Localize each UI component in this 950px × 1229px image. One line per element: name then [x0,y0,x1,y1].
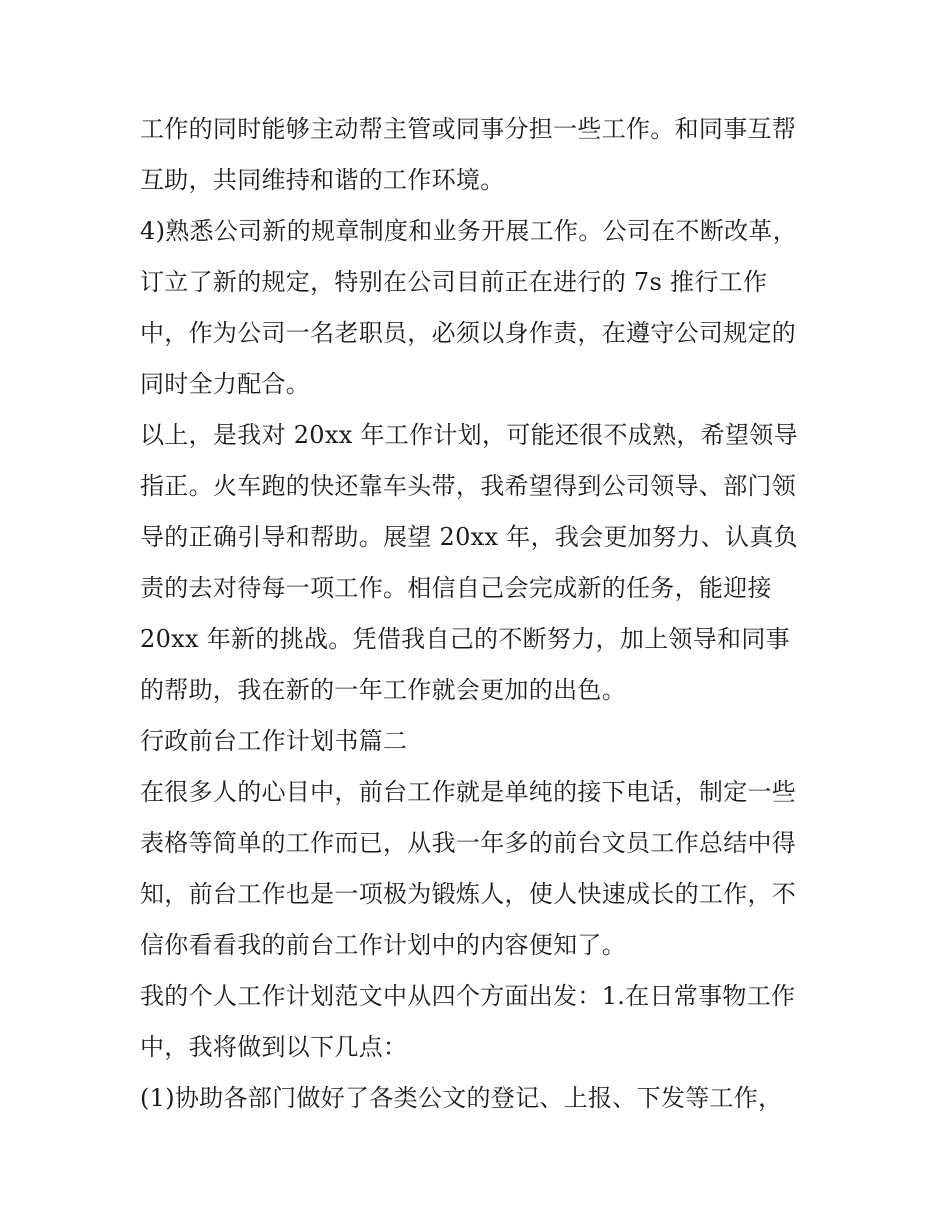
text-line: 以上，是我对 20xx 年工作计划，可能还很不成熟，希望领导 [140,421,798,449]
text-line: 指正。火车跑的快还靠车头带，我希望得到公司领导、部门领 [140,472,797,500]
text-line: 中，我将做到以下几点： [140,1033,408,1061]
section-heading: 行政前台工作计划书篇二 [140,727,408,755]
text-line: 订立了新的规定，特别在公司目前正在进行的 7s 推行工作 [140,268,768,296]
text-line: 的帮助，我在新的一年工作就会更加的出色。 [140,676,626,704]
text-line: 互助，共同维持和谐的工作环境。 [140,166,505,194]
text-line: 中，作为公司一名老职员，必须以身作责，在遵守公司规定的 [140,319,797,347]
text-line: 知，前台工作也是一项极为锻炼人，使人快速成长的工作，不 [140,880,797,908]
text-line: 导的正确引导和帮助。展望 20xx 年，我会更加努力、认真负 [140,523,798,551]
text-line: 我的个人工作计划范文中从四个方面出发：1.在日常事物工作 [140,982,796,1010]
text-line: 工作的同时能够主动帮主管或同事分担一些工作。和同事互帮 [140,115,797,143]
text-line: 在很多人的心目中，前台工作就是单纯的接下电话，制定一些 [140,778,797,806]
text-line: 表格等简单的工作而已，从我一年多的前台文员工作总结中得 [140,829,797,857]
text-line: 4)熟悉公司新的规章制度和业务开展工作。公司在不断改革， [140,217,798,245]
text-line: (1)协助各部门做好了各类公文的登记、上报、下发等工作， [140,1084,783,1112]
text-line: 信你看看我的前台工作计划中的内容便知了。 [140,931,626,959]
document-body [140,104,840,1124]
text-line: 责的去对待每一项工作。相信自己会完成新的任务，能迎接 [140,574,772,602]
text-line: 同时全力配合。 [140,370,311,398]
text-line: 20xx 年新的挑战。凭借我自己的不断努力，加上领导和同事 [140,625,790,653]
